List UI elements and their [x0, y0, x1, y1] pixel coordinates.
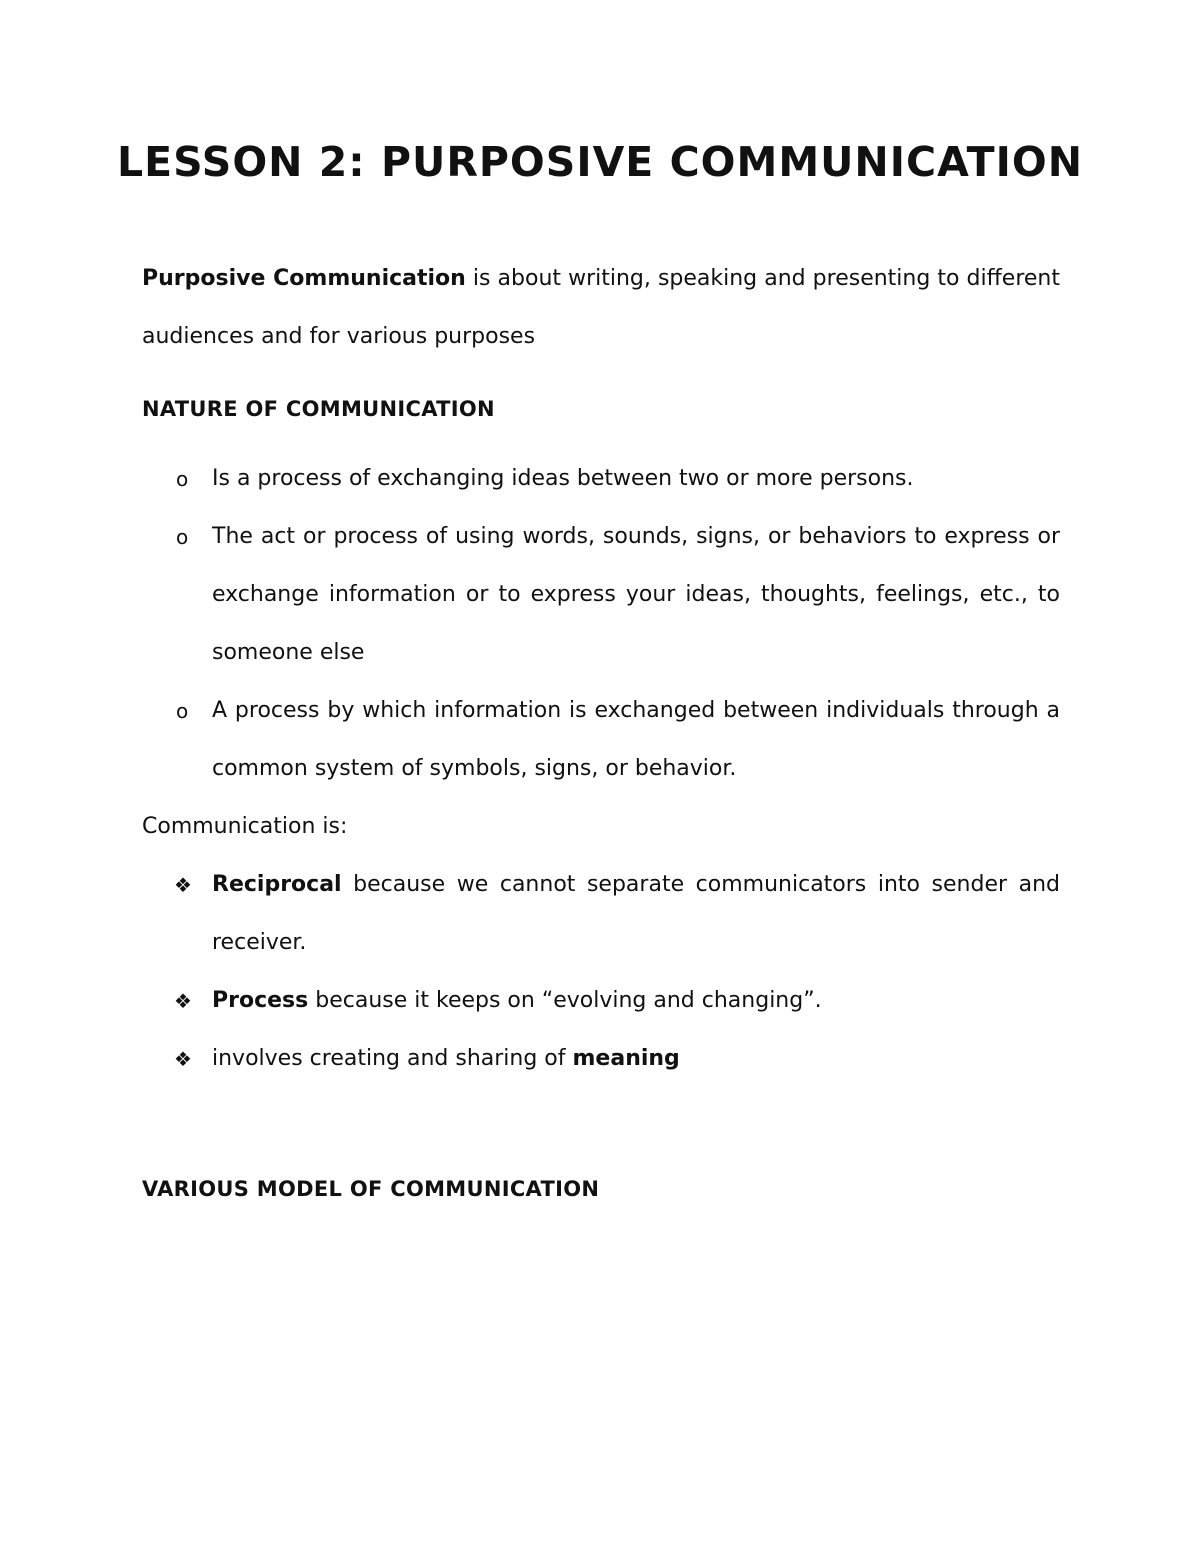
- document-body: [142, 250, 1060, 1230]
- communication-is-lead: Communication is:: [142, 814, 348, 839]
- list-item: [142, 450, 1060, 508]
- list-item-term: Process: [212, 988, 309, 1013]
- list-item: [142, 508, 1060, 682]
- page-title: LESSON 2: PURPOSIVE COMMUNICATION: [116, 138, 1084, 186]
- circle-bullet-icon: o: [176, 699, 189, 723]
- communication-is-list: [142, 856, 1060, 1088]
- models-heading: VARIOUS MODEL OF COMMUNICATION: [142, 1177, 600, 1201]
- list-item-text: Is a process of exchanging ideas between two or more persons.: [212, 466, 914, 491]
- nature-heading: NATURE OF COMMUNICATION: [142, 397, 495, 421]
- list-item-term: meaning: [572, 1046, 680, 1071]
- intro-paragraph: [142, 250, 1060, 366]
- intro-term: Purposive Communication: [142, 266, 466, 291]
- list-item: [142, 682, 1060, 798]
- nature-list: [142, 450, 1060, 798]
- circle-bullet-icon: o: [176, 467, 189, 491]
- list-item: [142, 856, 1060, 972]
- list-item-text: involves creating and sharing of: [212, 1046, 573, 1071]
- list-item: [142, 1030, 1060, 1088]
- list-item-text: because we cannot separate communicators into sender and receiver.: [212, 872, 1060, 955]
- list-item-text: because it keeps on “evolving and changing”.: [308, 988, 822, 1013]
- diamond-bullet-icon: ❖: [174, 1047, 192, 1071]
- list-item-term: Reciprocal: [212, 872, 342, 897]
- list-item: [142, 972, 1060, 1030]
- list-item-text: A process by which information is exchanged between individuals through a common system of symbols, signs, or behavior.: [212, 698, 1060, 781]
- list-item-text: The act or process of using words, sounds, signs, or behaviors to express or exchange information or to express your ideas, thoughts, feelings, etc., to someone else: [212, 524, 1060, 665]
- diamond-bullet-icon: ❖: [174, 873, 192, 897]
- spacer: [142, 1088, 1060, 1146]
- intro-text: is about writing, speaking and presenting to different audiences and for various purposes: [142, 266, 1060, 349]
- circle-bullet-icon: o: [176, 525, 189, 549]
- diamond-bullet-icon: ❖: [174, 989, 192, 1013]
